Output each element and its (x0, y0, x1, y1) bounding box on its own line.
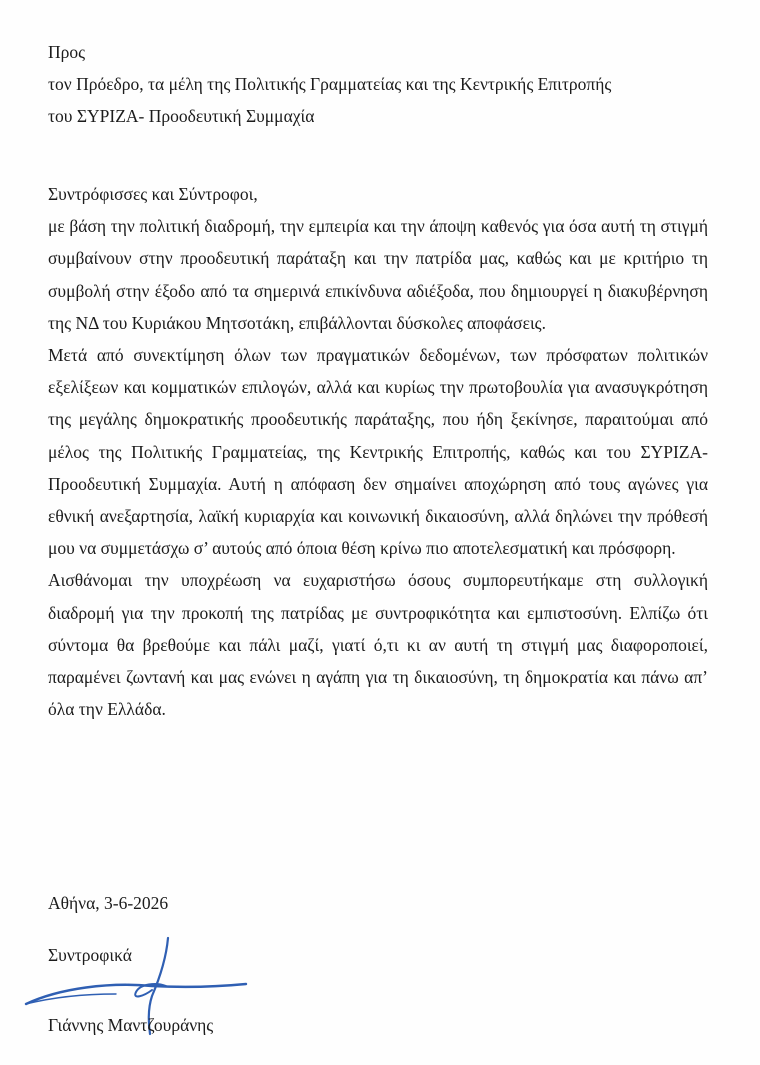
paragraph-3: Αισθάνομαι την υποχρέωση να ευχαριστήσω όσους συμπορευτήκαμε στη συλλογική διαδρομή για την προκοπή της πατρίδας με συντροφικότητα και εμπιστοσύνη. Ελπίζω ότι σύντομα θα βρεθούμε και πάλι μαζί, γιατί ό,τι κι αν αυτή τη στιγμή μας διαφοροποιεί, παραμένει ζωντανή και μας ενώνει η αγάπη για τη δικαιοσύνη, τη δημοκρατία και πάνω απ’ όλα την Ελλάδα. (48, 570, 708, 720)
addressee-block (48, 36, 728, 132)
signature-stroke-loop (135, 984, 166, 996)
signature-stroke-tail (26, 994, 116, 1004)
sender-name: Γιάννης Μαντζουράνης (48, 1015, 214, 1035)
signature-stroke-sweep (26, 984, 246, 1004)
salutation: Συντρόφισσες και Σύντροφοι, (48, 184, 258, 204)
place-date: Αθήνα, 3-6-2026 (48, 893, 169, 913)
addressee-to: Προς (48, 42, 86, 62)
paragraph-2: Μετά από συνεκτίμηση όλων των πραγματικών δεδομένων, των πρόσφατων πολιτικών εξελίξεων και κομματικών επιλογών, αλλά και κυρίως την πρωτοβουλία για ανασυγκρότηση της μεγάλης δημοκρατικής προοδευτικής παράταξης, που ήδη ξεκίνησε, παραιτούμαι από μέλος της Πολιτικής Γραμματείας, της Κεντρικής Επιτροπής, καθώς και του ΣΥΡΙΖΑ- Προοδευτική Συμμαχία. Αυτή η απόφαση δεν σημαίνει αποχώρηση από τους αγώνες για εθνική ανεξαρτησία, λαϊκή κυριαρχία και κοινωνική δικαιοσύνη, αλλά δηλώνει την πρόθεσή μου να συμμετάσχω σ’ αυτούς από όποια θέση κρίνω πιο αποτελεσματική και πρόσφορη. (48, 345, 708, 559)
addressee-party: του ΣΥΡΙΖΑ- Προοδευτική Συμμαχία (48, 106, 315, 126)
letter-body (48, 178, 708, 725)
addressee-recipients: τον Πρόεδρο, τα μέλη της Πολιτικής Γραμματείας και της Κεντρικής Επιτροπής (48, 74, 612, 94)
paragraph-1: με βάση την πολιτική διαδρομή, την εμπειρία και την άποψη καθενός για όσα αυτή τη στιγμή συμβαίνουν στην προοδευτική παράταξη και την πατρίδα μας, καθώς και με κριτήριο τη συμβολή στην έξοδο από τα σημερινά επικίνδυνα αδιέξοδα, που δημιουργεί η διακυβέρνηση της ΝΔ του Κυριάκου Μητσοτάκη, επιβάλλονται δύσκολες αποφάσεις. (48, 216, 708, 333)
closing: Συντροφικά (48, 945, 132, 965)
